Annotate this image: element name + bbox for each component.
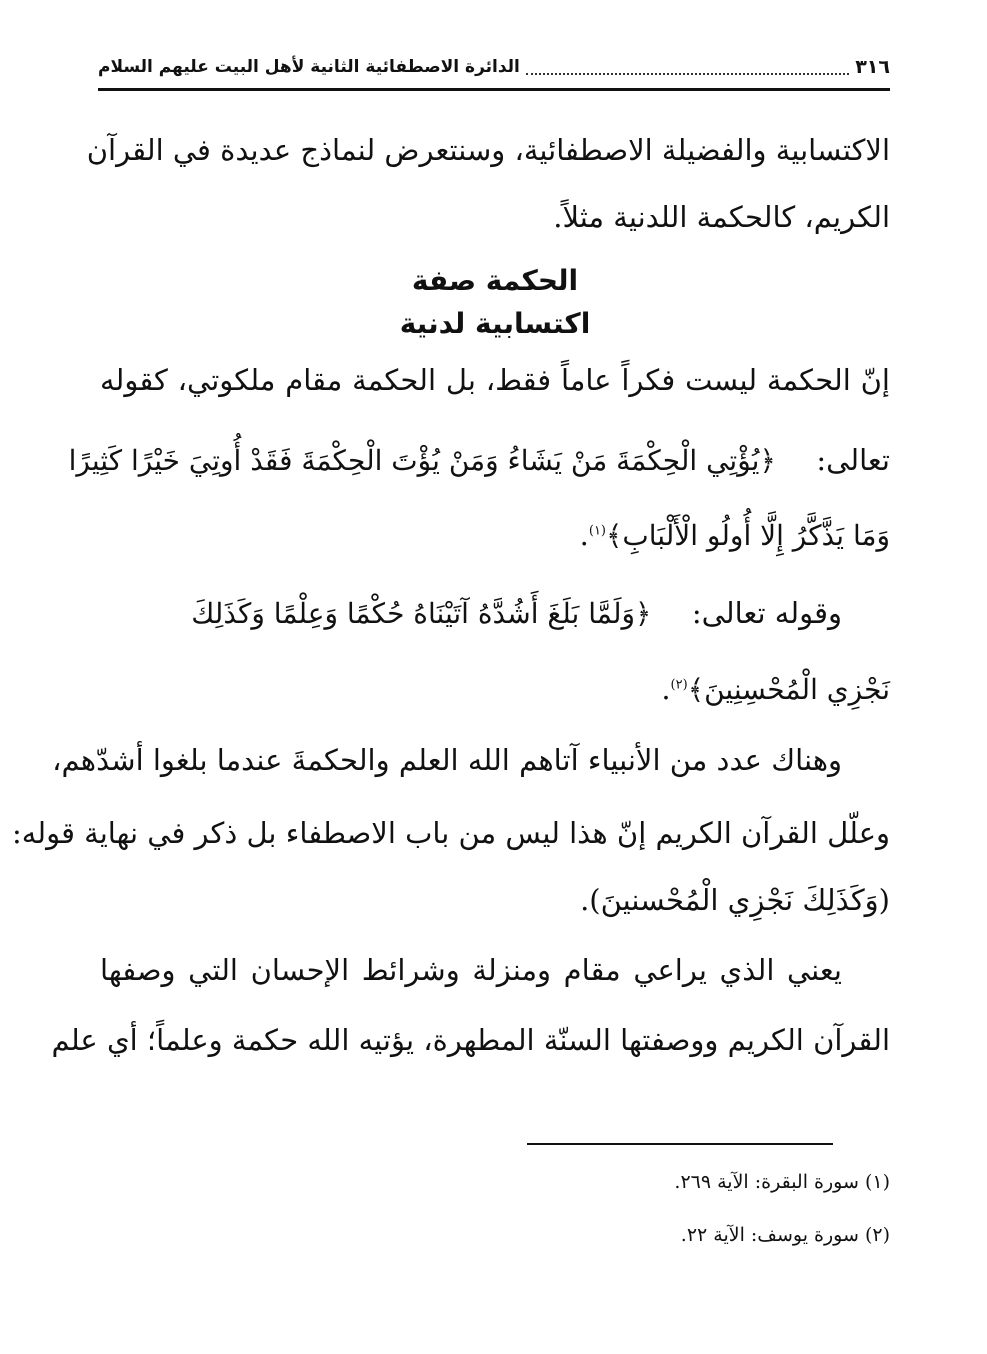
header-rule (98, 88, 890, 91)
body-line: يعني الذي يراعي مقام ومنزلة وشرائط الإحسان التي وصفها (100, 953, 842, 987)
header-dot-leader (526, 59, 849, 75)
quran-verse: نَجْزِي الْمُحْسِنِينَ﴾ (687, 673, 890, 706)
footnote-ref[interactable]: (١) (588, 523, 606, 539)
punctuation: . (661, 672, 671, 706)
body-line: (وَكَذَلِكَ نَجْزِي الْمُحْسنينَ). (580, 883, 890, 917)
quran-verse-line (100, 588, 890, 638)
quran-verse-line (68, 435, 890, 485)
verse-intro: وقوله تعالى: (691, 596, 842, 630)
footnote: (٢) سورة يوسف: الآية ٢٢. (680, 1224, 890, 1246)
running-title: الدائرة الاصطفائية الثانية لأهل البيت عليهم السلام (98, 57, 520, 77)
quran-verse-line (100, 510, 890, 560)
section-heading: الحكمة صفة (411, 264, 579, 297)
body-line: الاكتسابية والفضيلة الاصطفائية، وسنتعرض لنماذج عديدة في القرآن (86, 133, 890, 167)
footnote-ref[interactable]: (٢) (670, 677, 688, 693)
punctuation: . (579, 518, 589, 552)
quran-verse: ﴿وَلَمَّا بَلَغَ أَشُدَّهُ آتَيْنَاهُ حُكْمًا وَعِلْمًا وَكَذَلِكَ (191, 597, 652, 630)
quran-verse: ﴿يُؤْتِي الْحِكْمَةَ مَنْ يَشَاءُ وَمَنْ يُؤْتَ الْحِكْمَةَ فَقَدْ أُوتِيَ خَيْرًا كَثِيرًا (68, 444, 776, 477)
body-line: وهناك عدد من الأنبياء آتاهم الله العلم والحكمةَ عندما بلغوا أشدّهم، (52, 743, 842, 777)
body-line: الكريم، كالحكمة اللدنية مثلاً. (553, 200, 890, 234)
footnote-rule (527, 1143, 833, 1145)
footnote: (١) سورة البقرة: الآية ٢٦٩. (674, 1171, 890, 1193)
quran-verse: وَمَا يَذَّكَّرُ إِلَّا أُولُو الْأَلْبَابِ﴾ (606, 519, 890, 552)
section-heading: اكتسابية لدنية (399, 307, 591, 340)
body-line: وعلّل القرآن الكريم إنّ هذا ليس من باب الاصطفاء بل ذكر في نهاية قوله: (11, 816, 890, 850)
body-line: إنّ الحكمة ليست فكراً عاماً فقط، بل الحكمة مقام ملكوتي، كقوله (100, 363, 890, 397)
quran-verse-line (100, 664, 890, 714)
running-header (98, 50, 890, 84)
body-line: القرآن الكريم ووصفتها السنّة المطهرة، يؤتيه الله حكمة وعلماً؛ أي علم (51, 1023, 890, 1057)
page-number: ٣١٦ (855, 56, 890, 78)
verse-intro: تعالى: (816, 443, 890, 477)
